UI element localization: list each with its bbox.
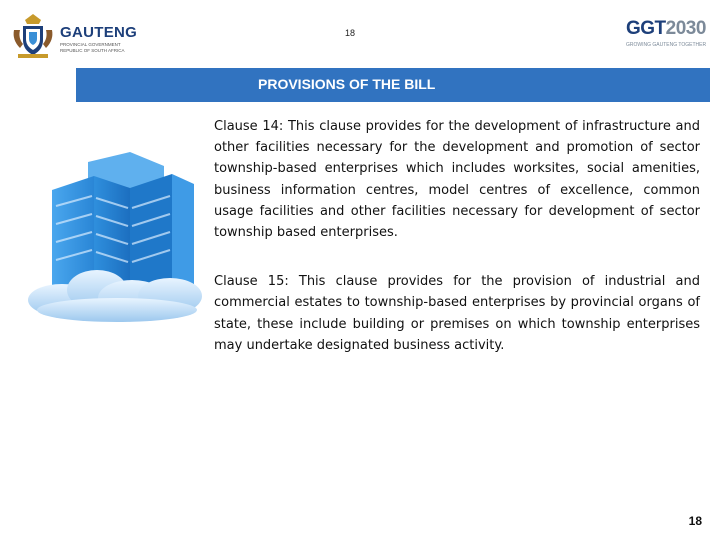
clauses-content xyxy=(214,116,700,356)
ggt2030-logo xyxy=(622,18,707,54)
clause-14-label: Clause 14: xyxy=(214,119,284,134)
clause-14-text: This clause provides for the development of infrastructure and other facilities necessary for the development and promotion of sector township-based enterprises which includes worksites, social amenities, business information centres, model centres of excellence, common usage facilities and other facilities necessary for development of sector township based enterprises. xyxy=(214,119,700,241)
page-number-bottom: 18 xyxy=(688,514,702,528)
page-title: PROVISIONS OF THE BILL xyxy=(258,76,436,92)
year-text: 2030 xyxy=(665,18,706,39)
coat-of-arms-icon xyxy=(8,10,58,60)
gauteng-logo-text: GAUTENG xyxy=(60,24,138,41)
gauteng-logo-subtitle: PROVINCIAL GOVERNMENT xyxy=(60,42,121,47)
title-bar xyxy=(76,68,710,102)
clause-15-text: This clause provides for the provision of industrial and commercial estates to township-based enterprises by provincial organs of state, these include building or premises on which township enterprises may undertake designated business activity. xyxy=(214,274,700,353)
clause-14 xyxy=(214,116,700,243)
page-number-top: 18 xyxy=(345,28,356,38)
clause-15 xyxy=(214,271,700,356)
cloud-server-building-icon xyxy=(22,150,212,325)
ggt-text: GGT xyxy=(626,18,666,39)
ggt2030-tagline: GROWING GAUTENG TOGETHER xyxy=(626,42,707,48)
gauteng-logo xyxy=(8,10,138,60)
ggt2030-logo-text xyxy=(626,18,706,40)
gauteng-logo-subtitle-2: REPUBLIC OF SOUTH AFRICA xyxy=(60,48,125,53)
clause-15-label: Clause 15: xyxy=(214,274,289,290)
